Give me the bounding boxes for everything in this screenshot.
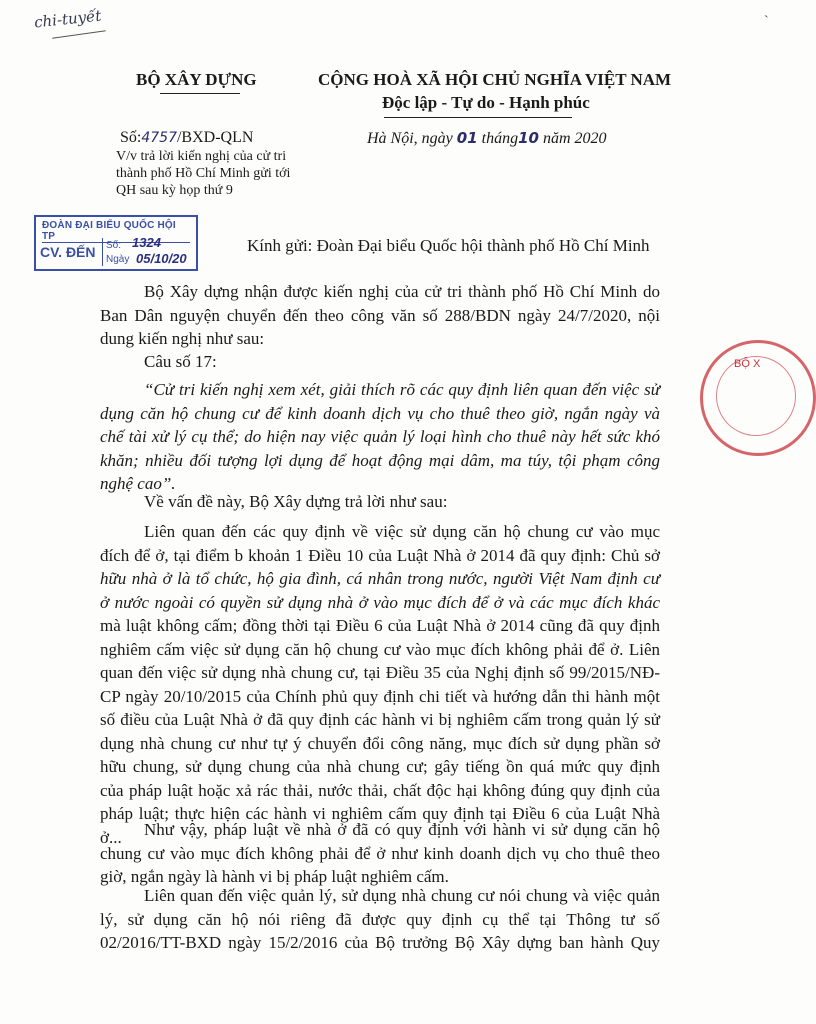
text-line: Liên quan đến việc quản lý, sử dụng nhà chung cư nói chung và việc quản bbox=[144, 886, 660, 905]
doc-number-handwritten: 4757 bbox=[141, 130, 177, 146]
text-line: Liên quan đến các quy định về việc sử dụng căn hộ chung cư vào mục bbox=[144, 522, 660, 541]
document-number bbox=[120, 129, 253, 147]
text-line: khăn; nhiều đối tượng lợi dụng để hoạt động mại dâm, ma túy, tội phạm công bbox=[100, 450, 660, 470]
received-stamp bbox=[34, 215, 198, 271]
subject-block bbox=[116, 148, 346, 199]
date-year: năm 2020 bbox=[538, 130, 607, 147]
seal-text: BỘ X bbox=[734, 358, 761, 370]
text-line: nghệ cao”. bbox=[100, 474, 176, 493]
subject-line: thành phố Hồ Chí Minh gửi tới bbox=[116, 166, 291, 181]
doc-number-suffix: /BXD-QLN bbox=[176, 129, 254, 146]
subject-line: V/v trả lời kiến nghị của cử tri bbox=[116, 149, 287, 164]
text-line: Như vậy, pháp luật về nhà ở đã có quy định với hành vi sử dụng căn hộ bbox=[144, 820, 660, 839]
paragraph-legal-basis bbox=[100, 520, 660, 849]
doc-number-prefix: Số: bbox=[120, 129, 142, 146]
motto-underline bbox=[384, 117, 572, 118]
handwritten-underline bbox=[52, 30, 106, 39]
text-line: chung cư vào mục đích không phải để ở như kinh doanh dịch vụ cho thuê theo bbox=[100, 843, 660, 863]
text-line: 02/2016/TT-BXD ngày 15/2/2016 của Bộ trưởng Bộ Xây dựng ban hành Quy bbox=[100, 933, 660, 952]
text-line: Ban Dân nguyện chuyển đến theo công văn số 288/BDN ngày 24/7/2020, nội bbox=[100, 305, 660, 325]
text-line: ở... bbox=[100, 827, 122, 847]
text-line: pháp luật; thực hiện các hành vi nghiêm cấm quy định tại Điều 6 của Luật Nhà bbox=[100, 804, 660, 823]
stamp-org: ĐOÀN ĐẠI BIỂU QUỐC HỘI TP bbox=[42, 220, 190, 243]
corner-mark: ` bbox=[764, 14, 769, 29]
text-line: hữu nhà ở là tổ chức, hộ gia đình, cá nhân trong nước, người Việt Nam định cư bbox=[100, 569, 660, 588]
text-line: CP ngày 20/10/2015 của Chính phủ quy định chi tiết và hướng dẫn thi hành một bbox=[100, 686, 660, 706]
subject-line: QH sau kỳ họp thứ 9 bbox=[116, 183, 233, 198]
national-title: CỘNG HOÀ XÃ HỘI CHỦ NGHĨA VIỆT NAM bbox=[318, 70, 672, 89]
date-month-label: tháng bbox=[477, 130, 519, 147]
national-motto: Độc lập - Tự do - Hạnh phúc bbox=[382, 93, 590, 112]
text-line: ở nước ngoài có quyền sử dụng nhà ở vào mục đích để ở và các mục đích khác bbox=[100, 592, 660, 612]
text-line: nghiêm cấm việc sử dụng căn hộ chung cư vào mục đích không phải để ở. Liên bbox=[100, 639, 660, 659]
stamp-ngay-value: 05/10/20 bbox=[136, 251, 187, 266]
date-day: 01 bbox=[456, 129, 478, 147]
text-line: mà luật không cấm; đồng thời tại Điều 6 của Luật Nhà ở 2014 cũng đã quy định bbox=[100, 616, 660, 635]
stamp-so-label: Số: bbox=[106, 240, 122, 251]
text-line: giờ, ngắn ngày là hành vi bị pháp luật nghiêm cấm. bbox=[100, 867, 449, 886]
stamp-cv-label: CV. ĐẾN bbox=[40, 244, 96, 260]
date-prefix: Hà Nội, ngày bbox=[367, 130, 457, 147]
text-line: hữu chung, sử dụng chung của nhà chung cư; gây tiếng ồn quá mức quy định bbox=[100, 757, 660, 776]
stamp-ngay-label: Ngày bbox=[106, 254, 130, 265]
stamp-so-value: 1324 bbox=[132, 235, 161, 250]
text-line: “Cử tri kiến nghị xem xét, giải thích rõ các quy định liên quan đến việc sử bbox=[144, 380, 660, 399]
text-line: dụng căn hộ chung cư để kinh doanh dịch vụ cho thuê theo giờ, ngắn ngày và bbox=[100, 403, 660, 423]
text-line: đích để ở, tại điểm b khoản 1 Điều 10 của Luật Nhà ở 2014 đã quy định: Chủ sở bbox=[100, 545, 660, 565]
text-line: chế tài xử lý cụ thể; do hiện nay việc quản lý loại hình cho thuê này hết sức khó bbox=[100, 427, 660, 446]
handwritten-note: chi-tuyết bbox=[33, 6, 103, 32]
voter-quote bbox=[100, 378, 660, 496]
text-line: lý, sử dụng căn hộ nói riêng đã được quy định cụ thể tại Thông tư số bbox=[100, 909, 660, 929]
paragraph-management bbox=[100, 884, 660, 955]
date-line bbox=[367, 129, 607, 148]
ministry-name: BỘ XÂY DỰNG bbox=[136, 70, 257, 89]
stamp-divider bbox=[102, 238, 103, 266]
text-line: của pháp luật hoặc xả rác thải, nước thải, chất độc hại không đúng quy định của bbox=[100, 780, 660, 800]
text-line: quan đến việc sử dụng nhà chung cư, tại Điều 35 của Nghị định số 99/2015/NĐ- bbox=[100, 663, 660, 682]
paragraph-conclusion bbox=[100, 818, 660, 889]
text-line: Bộ Xây dựng nhận được kiến nghị của cử tri thành phố Hồ Chí Minh do bbox=[144, 282, 660, 301]
text-line: số điều của Luật Nhà ở đã quy định các hành vi bị nghiêm cấm trong quản lý sử bbox=[100, 710, 660, 729]
recipient-line: Kính gửi: Đoàn Đại biểu Quốc hội thành phố Hồ Chí Minh bbox=[247, 236, 650, 255]
text-line: Câu số 17: bbox=[144, 352, 217, 371]
intro-paragraph bbox=[100, 280, 660, 351]
text-line: dung kiến nghị như sau: bbox=[100, 329, 265, 348]
response-intro bbox=[100, 490, 660, 514]
text-line: dụng nhà chung cư như tự ý chuyển đổi công năng, mục đích sử dụng phần sở bbox=[100, 733, 660, 753]
date-month: 10 bbox=[518, 129, 539, 147]
ministry-underline bbox=[160, 93, 240, 94]
question-label bbox=[100, 350, 660, 374]
text-line: Về vấn đề này, Bộ Xây dựng trả lời như sau: bbox=[144, 492, 448, 511]
